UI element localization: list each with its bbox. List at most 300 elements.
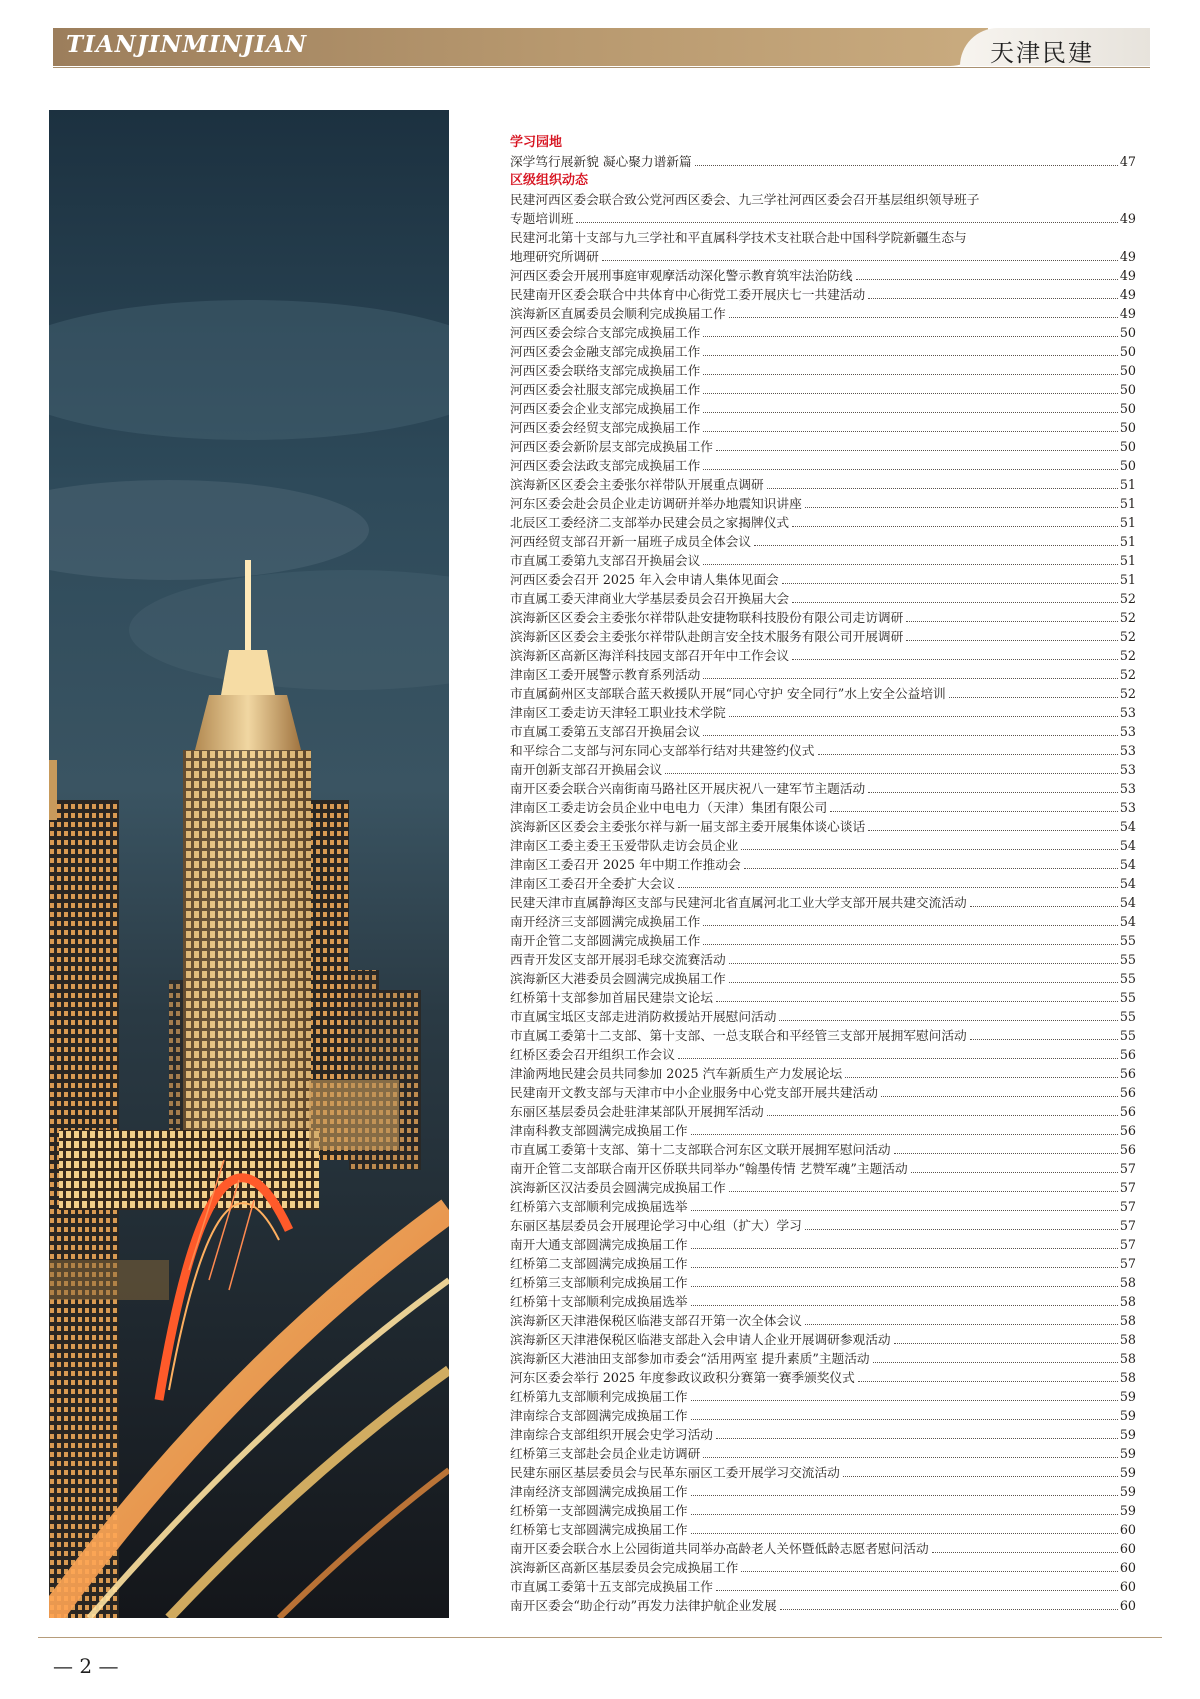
toc-page-number: 58 [1119, 1332, 1136, 1347]
toc-entry-title: 北辰区工委经济二支部举办民建会员之家揭牌仪式 [510, 515, 790, 530]
toc-page-number: 53 [1119, 781, 1136, 796]
toc-page-number: 57 [1119, 1180, 1136, 1195]
toc-entry-title: 红桥第七支部圆满完成换届工作 [510, 1522, 688, 1537]
toc-entry-title: 南开创新支部召开换届会议 [510, 762, 663, 777]
toc-entry[interactable] [510, 1406, 1136, 1425]
toc-entry[interactable] [510, 475, 1136, 494]
dot-leader [830, 810, 1118, 812]
toc-entry[interactable] [510, 323, 1136, 342]
footer-rule [38, 1637, 1162, 1638]
toc-entry-title: 红桥第九支部顺利完成换届工作 [510, 1389, 688, 1404]
dot-leader [868, 829, 1118, 831]
toc-page-number: 52 [1119, 629, 1136, 644]
toc-entry[interactable] [510, 1577, 1136, 1596]
dot-leader [703, 373, 1118, 375]
dot-leader [716, 1000, 1118, 1002]
dot-leader [691, 1513, 1118, 1515]
toc-entry[interactable] [510, 285, 1136, 304]
dot-leader [703, 1456, 1118, 1458]
toc-entry-title: 民建南开文教支部与天津市中小企业服务中心党支部开展共建活动 [510, 1085, 878, 1100]
toc-entry-title: 津南区工委主委王玉爱带队走访会员企业 [510, 838, 739, 853]
dot-leader [741, 1570, 1117, 1572]
toc-entry[interactable] [510, 1026, 1136, 1045]
toc-entry-title: 滨海新区天津港保税区临港支部召开第一次全体会议 [510, 1313, 802, 1328]
toc-page-number: 58 [1119, 1294, 1136, 1309]
dot-leader [691, 1247, 1118, 1249]
toc-entry-title: 滨海新区汉沽委员会圆满完成换届工作 [510, 1180, 726, 1195]
toc-entry-title: 市直属工委第十支部、第十二支部联合河东区文联开展拥军慰问活动 [510, 1142, 891, 1157]
toc-entry-title: 津南区工委走访天津轻工职业技术学院 [510, 705, 726, 720]
toc-entry[interactable] [510, 266, 1136, 285]
dot-leader [932, 1551, 1118, 1553]
toc-entry[interactable] [510, 1197, 1136, 1216]
dot-leader [703, 354, 1118, 356]
toc-page-number: 55 [1119, 990, 1136, 1005]
toc-entry-title: 津南综合支部圆满完成换届工作 [510, 1408, 688, 1423]
dot-leader [691, 1304, 1118, 1306]
toc-entry[interactable] [510, 1311, 1136, 1330]
toc-entry[interactable] [510, 1463, 1136, 1482]
dot-leader [716, 1589, 1118, 1591]
toc-entry-title: 滨海新区区委会主委张尔祥与新一届支部主委开展集体谈心谈话 [510, 819, 866, 834]
toc-page-number: 50 [1119, 363, 1136, 378]
toc-entry[interactable] [510, 342, 1136, 361]
toc-entry[interactable] [510, 1140, 1136, 1159]
toc-entry-title: 南开企管二支部联合南开区侨联共同举办“翰墨传情 艺赞军魂”主题活动 [510, 1161, 908, 1176]
dot-leader [729, 1190, 1118, 1192]
toc-entry[interactable] [510, 855, 1136, 874]
toc-page-number: 59 [1119, 1446, 1136, 1461]
toc-entry-title: 河东区委会赴会员企业走访调研并举办地震知识讲座 [510, 496, 802, 511]
toc-entry[interactable] [510, 1254, 1136, 1273]
dot-leader [792, 658, 1118, 660]
toc-page-number: 56 [1119, 1142, 1136, 1157]
toc-page-number: 59 [1119, 1465, 1136, 1480]
toc-entry[interactable] [510, 456, 1136, 475]
dot-leader [703, 943, 1118, 945]
toc-page-number: 60 [1119, 1579, 1136, 1594]
dot-leader [729, 316, 1118, 318]
dot-leader [729, 962, 1118, 964]
dot-leader [894, 1152, 1118, 1154]
toc-entry-title: 红桥第二支部圆满完成换届工作 [510, 1256, 688, 1271]
toc-entry-title: 河西区委会综合支部完成换届工作 [510, 325, 701, 340]
toc-entry-title: 河东区委会举行 2025 年度参政议政积分赛第一赛季颁奖仪式 [510, 1370, 855, 1385]
toc-page-number: 59 [1119, 1408, 1136, 1423]
toc-entry[interactable] [510, 1330, 1136, 1349]
toc-entry-title: 地理研究所调研 [510, 249, 599, 264]
toc-entry[interactable] [510, 304, 1136, 323]
toc-page-number: 49 [1119, 249, 1136, 264]
toc-entry[interactable] [510, 950, 1136, 969]
toc-page-number: 58 [1119, 1370, 1136, 1385]
toc-entry[interactable] [510, 570, 1136, 589]
toc-entry-title[interactable]: 民建河西区委会联合致公党河西区委会、九三学社河西区委会召开基层组织领导班子 [510, 192, 980, 207]
toc-entry[interactable] [510, 1292, 1136, 1311]
toc-entry[interactable] [510, 874, 1136, 893]
dot-leader [754, 544, 1118, 546]
toc-entry[interactable] [510, 798, 1136, 817]
toc-entry[interactable] [510, 988, 1136, 1007]
toc-entry-title: 东丽区基层委员会开展理论学习中心组（扩大）学习 [510, 1218, 802, 1233]
toc-page-number: 56 [1119, 1123, 1136, 1138]
toc-entry[interactable] [510, 1007, 1136, 1026]
toc-page-number: 53 [1119, 800, 1136, 815]
toc-entry[interactable] [510, 627, 1136, 646]
toc-entry[interactable] [510, 779, 1136, 798]
toc-page-number: 54 [1119, 857, 1136, 872]
toc-page-number: 50 [1119, 382, 1136, 397]
toc-page-number: 47 [1119, 154, 1136, 169]
toc-page-number: 49 [1119, 268, 1136, 283]
dot-leader [691, 1133, 1118, 1135]
toc-page-number: 58 [1119, 1351, 1136, 1366]
dot-leader [703, 468, 1118, 470]
toc-page-number: 59 [1119, 1389, 1136, 1404]
toc-entry[interactable] [510, 1501, 1136, 1520]
toc-entry[interactable] [510, 722, 1136, 741]
toc-page-number: 58 [1119, 1313, 1136, 1328]
dot-leader [970, 1038, 1118, 1040]
dot-leader [703, 924, 1118, 926]
toc-entry-title: 红桥第一支部圆满完成换届工作 [510, 1503, 688, 1518]
header-rule [53, 67, 1150, 68]
toc-entry[interactable] [510, 1444, 1136, 1463]
toc-entry-title: 滨海新区区委会主委张尔祥带队赴朗言安全技术服务有限公司开展调研 [510, 629, 904, 644]
toc-page-number: 57 [1119, 1256, 1136, 1271]
toc-entry[interactable] [510, 969, 1136, 988]
toc-entry-title: 河西区委会开展刑事庭审观摩活动深化警示教育筑牢法治防线 [510, 268, 853, 283]
toc-entry-title: 滨海新区大港油田支部参加市委会“活用两室 提升素质”主题活动 [510, 1351, 870, 1366]
dot-leader [729, 715, 1118, 717]
toc-page-number: 55 [1119, 933, 1136, 948]
toc-page-number: 56 [1119, 1066, 1136, 1081]
toc-entry[interactable] [510, 494, 1136, 513]
toc-entry[interactable] [510, 380, 1136, 399]
toc-page-number: 49 [1119, 287, 1136, 302]
toc-entry[interactable] [510, 1349, 1136, 1368]
toc-entry-title: 西青开发区支部开展羽毛球交流赛活动 [510, 952, 726, 967]
dot-leader [949, 696, 1118, 698]
page-number: — 2 — [53, 1654, 119, 1678]
dot-leader [703, 677, 1118, 679]
toc-entry-title: 市直属工委第九支部召开换届会议 [510, 553, 701, 568]
toc-entry-title: 河西区委会经贸支部完成换届工作 [510, 420, 701, 435]
dot-leader [780, 1608, 1118, 1610]
toc-entry-title: 红桥第十支部顺利完成换届选举 [510, 1294, 688, 1309]
toc-entry-title: 河西区委会企业支部完成换届工作 [510, 401, 701, 416]
toc-page-number: 57 [1119, 1237, 1136, 1252]
dot-leader [845, 1076, 1118, 1078]
toc-page-number: 56 [1119, 1047, 1136, 1062]
toc-page-number: 50 [1119, 420, 1136, 435]
toc-page-number: 50 [1119, 401, 1136, 416]
dot-leader [873, 1361, 1118, 1363]
toc-entry-title: 专题培训班 [510, 211, 574, 226]
toc-page-number: 57 [1119, 1199, 1136, 1214]
dot-leader [767, 1114, 1118, 1116]
toc-entry-title: 市直属工委第五支部召开换届会议 [510, 724, 701, 739]
toc-entry[interactable] [510, 703, 1136, 722]
toc-page-number: 52 [1119, 667, 1136, 682]
toc-entry[interactable] [510, 361, 1136, 380]
toc-page-number: 58 [1119, 1275, 1136, 1290]
toc-entry-title: 津南区工委走访会员企业中电电力（天津）集团有限公司 [510, 800, 828, 815]
toc-entry-title: 市直属蓟州区支部联合蓝天救援队开展“同心守护 安全同行”水上安全公益培训 [510, 686, 946, 701]
toc-page-number: 51 [1119, 553, 1136, 568]
toc-entry-title: 民建天津市直属静海区支部与民建河北省直属河北工业大学支部开展共建交流活动 [510, 895, 967, 910]
toc-page-number: 55 [1119, 971, 1136, 986]
table-of-contents [510, 133, 1136, 1615]
toc-entry[interactable] [510, 1102, 1136, 1121]
toc-entry-title: 民建东丽区基层委员会与民革东丽区工委开展学习交流活动 [510, 1465, 840, 1480]
toc-entry-title: 南开大通支部圆满完成换届工作 [510, 1237, 688, 1252]
toc-entry[interactable] [510, 1425, 1136, 1444]
toc-entry[interactable] [510, 912, 1136, 931]
toc-entry[interactable] [510, 209, 1136, 228]
toc-page-number: 50 [1119, 344, 1136, 359]
toc-entry[interactable] [510, 1558, 1136, 1577]
dot-leader [691, 1285, 1118, 1287]
dot-leader [868, 791, 1118, 793]
toc-entry[interactable] [510, 1520, 1136, 1539]
dot-leader [703, 563, 1118, 565]
toc-entry-title: 滨海新区高新区海洋科技园支部召开年中工作会议 [510, 648, 790, 663]
toc-entry-title: 津南经济支部圆满完成换届工作 [510, 1484, 688, 1499]
dot-leader [729, 981, 1118, 983]
dot-leader [691, 1209, 1118, 1211]
toc-page-number: 53 [1119, 762, 1136, 777]
dot-leader [703, 734, 1118, 736]
toc-entry-title: 津渝两地民建会员共同参加 2025 汽车新质生产力发展论坛 [510, 1066, 843, 1081]
toc-page-number: 52 [1119, 648, 1136, 663]
toc-entry[interactable] [510, 1216, 1136, 1235]
dot-leader [868, 297, 1118, 299]
toc-page-number: 60 [1119, 1541, 1136, 1556]
toc-page-number: 49 [1119, 306, 1136, 321]
dot-leader [716, 449, 1118, 451]
toc-entry-title: 南开企管二支部圆满完成换届工作 [510, 933, 701, 948]
toc-page-number: 56 [1119, 1085, 1136, 1100]
toc-entry-title: 滨海新区天津港保税区临港支部赴入会申请人企业开展调研参观活动 [510, 1332, 891, 1347]
toc-page-number: 60 [1119, 1598, 1136, 1613]
dot-leader [678, 1057, 1118, 1059]
toc-entry[interactable] [510, 646, 1136, 665]
toc-page-number: 49 [1119, 211, 1136, 226]
toc-entry-title: 河西区委会新阶层支部完成换届工作 [510, 439, 713, 454]
dot-leader [695, 164, 1118, 166]
toc-entry-title: 东丽区基层委员会赴驻津某部队开展拥军活动 [510, 1104, 764, 1119]
toc-entry-title: 河西区委会社服支部完成换届工作 [510, 382, 701, 397]
toc-section-title: 学习园地 [510, 135, 563, 150]
dot-leader [703, 430, 1118, 432]
toc-entry-title: 红桥第三支部赴会员企业走访调研 [510, 1446, 701, 1461]
toc-entry-title: 市直属宝坻区支部走进消防救援站开展慰问活动 [510, 1009, 777, 1024]
toc-page-number: 55 [1119, 1009, 1136, 1024]
dot-leader [894, 1342, 1118, 1344]
toc-entry-title: 红桥区委会召开组织工作会议 [510, 1047, 675, 1062]
toc-page-number: 54 [1119, 819, 1136, 834]
toc-entry[interactable] [510, 247, 1136, 266]
toc-entry[interactable] [510, 836, 1136, 855]
toc-entry[interactable] [510, 1387, 1136, 1406]
toc-page-number: 53 [1119, 705, 1136, 720]
toc-entry-title: 红桥第六支部顺利完成换届选举 [510, 1199, 688, 1214]
toc-page-number: 50 [1119, 325, 1136, 340]
toc-entry-title: 南开区委会“助企行动”再发力法律护航企业发展 [510, 1598, 777, 1613]
dot-leader [691, 1494, 1118, 1496]
dot-leader [703, 392, 1118, 394]
dot-leader [906, 639, 1118, 641]
toc-page-number: 51 [1119, 572, 1136, 587]
toc-page-number: 56 [1119, 1104, 1136, 1119]
toc-entry-title: 南开区委会联合兴南街南马路社区开展庆祝八一建军节主题活动 [510, 781, 866, 796]
dot-leader [856, 278, 1118, 280]
toc-entry-title: 市直属工委第十五支部完成换届工作 [510, 1579, 713, 1594]
header-chinese-title: 天津民建 [990, 39, 1094, 67]
toc-page-number: 54 [1119, 876, 1136, 891]
toc-entry-title: 河西区委会召开 2025 年入会申请人集体见面会 [510, 572, 779, 587]
dot-leader [691, 1266, 1118, 1268]
toc-page-number: 54 [1119, 838, 1136, 853]
toc-entry-title: 市直属工委天津商业大学基层委员会召开换届大会 [510, 591, 790, 606]
toc-page-number: 52 [1119, 610, 1136, 625]
toc-entry[interactable] [510, 551, 1136, 570]
toc-entry-title: 市直属工委第十二支部、第十支部、一总支联合和平经管三支部开展拥军慰问活动 [510, 1028, 967, 1043]
toc-entry-title: 河西区委会法政支部完成换届工作 [510, 458, 701, 473]
toc-page-number: 51 [1119, 515, 1136, 530]
toc-entry[interactable] [510, 1235, 1136, 1254]
dot-leader [792, 525, 1118, 527]
toc-page-number: 60 [1119, 1522, 1136, 1537]
toc-page-number: 59 [1119, 1427, 1136, 1442]
dot-leader [678, 886, 1118, 888]
toc-section-title: 区级组织动态 [510, 173, 589, 188]
dot-leader [691, 1399, 1118, 1401]
toc-entry-title: 津南区工委召开全委扩大会议 [510, 876, 675, 891]
header-english-title: TIANJINMINJIAN [66, 31, 308, 58]
toc-entry-title: 滨海新区高新区基层委员会完成换届工作 [510, 1560, 739, 1575]
toc-entry[interactable] [510, 1159, 1136, 1178]
dot-leader [741, 848, 1117, 850]
toc-entry-title[interactable]: 民建河北第十支部与九三学社和平直属科学技术支社联合赴中国科学院新疆生态与 [510, 230, 967, 245]
toc-entry-title: 河西区委会联络支部完成换届工作 [510, 363, 701, 378]
toc-entry[interactable] [510, 817, 1136, 836]
toc-entry[interactable] [510, 1368, 1136, 1387]
toc-page-number: 51 [1119, 534, 1136, 549]
toc-page-number: 54 [1119, 895, 1136, 910]
dot-leader [691, 1418, 1118, 1420]
toc-entry[interactable] [510, 152, 1136, 171]
dot-leader [602, 259, 1118, 261]
dot-leader [970, 905, 1118, 907]
toc-entry-title: 红桥第三支部顺利完成换届工作 [510, 1275, 688, 1290]
dot-leader [782, 582, 1118, 584]
toc-entry-title: 津南科教支部圆满完成换届工作 [510, 1123, 688, 1138]
toc-page-number: 50 [1119, 439, 1136, 454]
toc-entry-title: 津南综合支部组织开展会史学习活动 [510, 1427, 713, 1442]
toc-entry-title: 滨海新区大港委员会圆满完成换届工作 [510, 971, 726, 986]
dot-leader [805, 506, 1118, 508]
toc-entry[interactable] [510, 1178, 1136, 1197]
toc-entry-title: 河西区委会金融支部完成换届工作 [510, 344, 701, 359]
dot-leader [576, 221, 1117, 223]
toc-page-number: 51 [1119, 496, 1136, 511]
dot-leader [716, 1437, 1118, 1439]
dot-leader [767, 487, 1118, 489]
toc-entry[interactable] [510, 1596, 1136, 1615]
toc-entry[interactable] [510, 1083, 1136, 1102]
city-night-photo [49, 110, 449, 1618]
toc-page-number: 51 [1119, 477, 1136, 492]
toc-entry-title: 滨海新区区委会主委张尔祥带队开展重点调研 [510, 477, 764, 492]
dot-leader [911, 1171, 1118, 1173]
dot-leader [665, 772, 1118, 774]
toc-entry[interactable] [510, 1273, 1136, 1292]
toc-page-number: 52 [1119, 686, 1136, 701]
toc-entry[interactable] [510, 684, 1136, 703]
toc-entry[interactable] [510, 1482, 1136, 1501]
dot-leader [779, 1019, 1117, 1021]
toc-page-number: 53 [1119, 743, 1136, 758]
dot-leader [703, 335, 1118, 337]
toc-page-number: 59 [1119, 1484, 1136, 1499]
dot-leader [703, 411, 1118, 413]
toc-entry[interactable] [510, 418, 1136, 437]
toc-entry-title: 滨海新区直属委员会顺利完成换届工作 [510, 306, 726, 321]
toc-entry[interactable] [510, 513, 1136, 532]
dot-leader [691, 1532, 1118, 1534]
toc-entry[interactable] [510, 1045, 1136, 1064]
toc-entry[interactable] [510, 741, 1136, 760]
toc-entry[interactable] [510, 931, 1136, 950]
toc-page-number: 57 [1119, 1218, 1136, 1233]
dot-leader [818, 753, 1118, 755]
toc-page-number: 52 [1119, 591, 1136, 606]
toc-entry[interactable] [510, 665, 1136, 684]
dot-leader [805, 1323, 1118, 1325]
toc-entry-title: 津南区工委召开 2025 年中期工作推动会 [510, 857, 741, 872]
toc-entry[interactable] [510, 589, 1136, 608]
dot-leader [744, 867, 1118, 869]
toc-entry[interactable] [510, 1121, 1136, 1140]
toc-entry[interactable] [510, 532, 1136, 551]
toc-entry[interactable] [510, 1539, 1136, 1558]
toc-page-number: 60 [1119, 1560, 1136, 1575]
dot-leader [906, 620, 1118, 622]
toc-entry-title: 深学笃行展新貌 凝心聚力谱新篇 [510, 154, 692, 169]
toc-entry[interactable] [510, 1064, 1136, 1083]
toc-page-number: 50 [1119, 458, 1136, 473]
toc-entry[interactable] [510, 608, 1136, 627]
toc-entry[interactable] [510, 893, 1136, 912]
toc-entry-title: 南开区委会联合水上公园街道共同举办高龄老人关怀暨低龄志愿者慰问活动 [510, 1541, 929, 1556]
dot-leader [805, 1228, 1118, 1230]
dot-leader [843, 1475, 1118, 1477]
dot-leader [881, 1095, 1118, 1097]
toc-entry[interactable] [510, 437, 1136, 456]
toc-entry[interactable] [510, 760, 1136, 779]
dot-leader [858, 1380, 1118, 1382]
toc-page-number: 53 [1119, 724, 1136, 739]
toc-page-number: 59 [1119, 1503, 1136, 1518]
toc-entry[interactable] [510, 399, 1136, 418]
toc-page-number: 54 [1119, 914, 1136, 929]
toc-page-number: 57 [1119, 1161, 1136, 1176]
toc-entry-title: 和平综合二支部与河东同心支部举行结对共建签约仪式 [510, 743, 815, 758]
toc-entry-title: 南开经济三支部圆满完成换届工作 [510, 914, 701, 929]
toc-entry-title: 红桥第十支部参加首届民建崇文论坛 [510, 990, 713, 1005]
